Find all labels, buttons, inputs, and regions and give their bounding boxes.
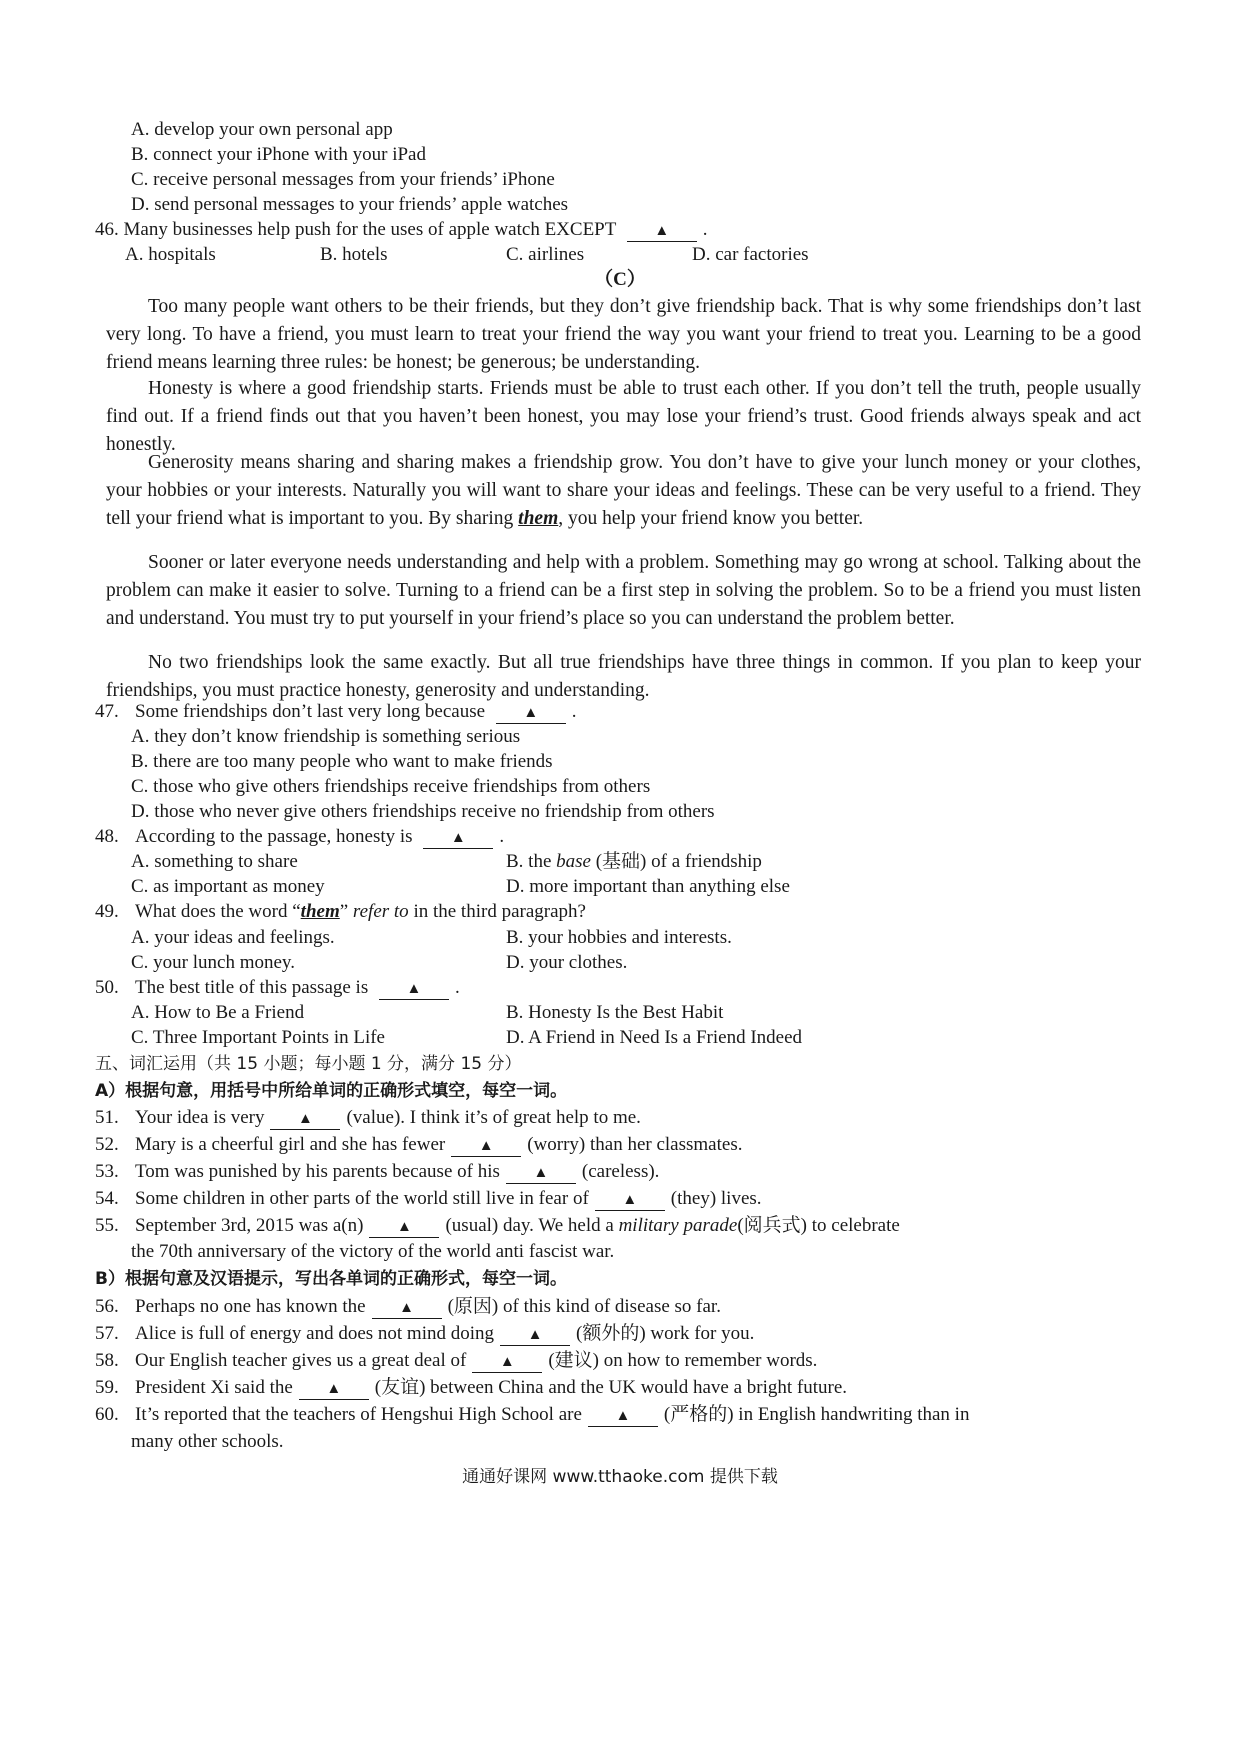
q49-option-c: C. your lunch money.	[131, 952, 295, 973]
q47-end: .	[571, 701, 577, 722]
q48-number: 48.	[95, 826, 119, 847]
q46-option-a: A. hospitals	[125, 244, 216, 265]
vocab-54-number: 54.	[95, 1188, 119, 1209]
vocab-55-number: 55.	[95, 1215, 119, 1236]
q45-option-d: D. send personal messages to your friends’ apple watches	[131, 194, 569, 215]
q49-stem	[95, 900, 586, 924]
vocab-57-number: 57.	[95, 1323, 119, 1344]
q45-option-c: C. receive personal messages from your friends’ iPhone	[131, 169, 555, 190]
vocab-51-pre: Your idea is very	[135, 1107, 265, 1128]
vocab-58-blank: ▲	[472, 1352, 542, 1373]
q47-stem	[95, 700, 577, 724]
q46-stem	[95, 218, 708, 242]
q45-option-b: B. connect your iPhone with your iPad	[131, 144, 426, 165]
q50-option-a: A. How to Be a Friend	[131, 1002, 305, 1023]
vocab-59-post: (友谊) between China and the UK would have a bright future.	[374, 1377, 848, 1398]
vocab-60-continuation: many other schools.	[131, 1431, 284, 1452]
vocab-55-pre: September 3rd, 2015 was a(n)	[135, 1215, 364, 1236]
vocab-58-number: 58.	[95, 1350, 119, 1371]
vocab-item-55	[95, 1214, 900, 1238]
q47-option-a: A. they don’t know friendship is something serious	[131, 726, 521, 747]
vocab-item-54	[95, 1187, 762, 1211]
vocab-51-blank: ▲	[270, 1109, 340, 1130]
vocab-60-post: (严格的) in English handwriting than in	[663, 1404, 970, 1425]
q48-option-b-italic: base	[556, 851, 591, 872]
vocab-item-52	[95, 1133, 742, 1157]
section-5-part-a-instruction: A）根据句意，用括号中所给单词的正确形式填空，每空一词。	[95, 1081, 568, 1101]
q49-option-d: D. your clothes.	[506, 952, 628, 973]
q48-option-b-pre: B. the	[506, 851, 557, 872]
vocab-55-post-a: (usual) day. We held a	[445, 1215, 619, 1236]
vocab-53-blank: ▲	[506, 1163, 576, 1184]
vocab-item-59	[95, 1376, 847, 1400]
vocab-item-53	[95, 1160, 659, 1184]
vocab-51-number: 51.	[95, 1107, 119, 1128]
q49-text-pre: What does the word “	[135, 901, 301, 922]
q47-option-c: C. those who give others friendships receive friendships from others	[131, 776, 651, 797]
q50-option-b: B. Honesty Is the Best Habit	[506, 1002, 724, 1023]
q48-option-b	[506, 850, 762, 874]
vocab-item-56	[95, 1295, 721, 1319]
passage-paragraph-5: No two friendships look the same exactly. But all true friendships have three things in common. If you plan to keep your friendships, you must practice honesty, generosity and understanding.	[106, 652, 1141, 702]
vocab-51-post: (value). I think it’s of great help to me.	[346, 1107, 641, 1128]
paragraph-3-text-a: Generosity means sharing and sharing makes a friendship grow. You don’t have to give your lunch money or your clothes, your hobbies or your interests. Naturally you will want to share your ideas and feelings. These can be very useful to a friend. They tell your friend what is important to you. By sharing	[106, 452, 1141, 530]
q45-option-a: A. develop your own personal app	[131, 119, 393, 140]
page-footer: 通通好课网 www.tthaoke.com 提供下载	[462, 1467, 778, 1487]
passage-paragraph-4: Sooner or later everyone needs understanding and help with a problem. Something may go wrong at school. Talking about the problem can make it easier to solve. Turning to a friend can be a first step in solving the problem. So to be a friend you must listen and understand. You must try to put yourself in your friend’s place so you can understand the problem better.	[106, 552, 1141, 630]
q46-text: Many businesses help push for the uses of apple watch EXCEPT	[123, 219, 617, 240]
vocab-item-51	[95, 1106, 641, 1130]
vocab-55-continuation: the 70th anniversary of the victory of the world anti fascist war.	[131, 1241, 615, 1262]
vocab-52-blank: ▲	[451, 1136, 521, 1157]
vocab-item-58	[95, 1349, 817, 1373]
vocab-56-number: 56.	[95, 1296, 119, 1317]
vocab-52-pre: Mary is a cheerful girl and she has fewer	[135, 1134, 446, 1155]
q47-blank: ▲	[496, 703, 566, 724]
vocab-57-post: (额外的) work for you.	[576, 1323, 755, 1344]
q49-number: 49.	[95, 901, 119, 922]
vocab-54-post: (they) lives.	[670, 1188, 762, 1209]
vocab-55-blank: ▲	[369, 1217, 439, 1238]
q49-option-b: B. your hobbies and interests.	[506, 927, 732, 948]
q50-option-c: C. Three Important Points in Life	[131, 1027, 385, 1048]
vocab-53-number: 53.	[95, 1161, 119, 1182]
vocab-58-post: (建议) on how to remember words.	[548, 1350, 818, 1371]
q46-blank: ▲	[627, 221, 697, 242]
q49-text-mid: ”	[339, 901, 353, 922]
vocab-55-post-b: (阅兵式) to celebrate	[737, 1215, 900, 1236]
q50-option-d: D. A Friend in Need Is a Friend Indeed	[506, 1027, 803, 1048]
passage-paragraph-2: Honesty is where a good friendship starts. Friends must be able to trust each other. If you don’t tell the truth, people usually find out. If a friend finds out that you haven’t been honest, you may lose your friend’s trust. Good friends always speak and act honestly.	[106, 378, 1141, 456]
vocab-52-number: 52.	[95, 1134, 119, 1155]
q48-option-c: C. as important as money	[131, 876, 325, 897]
q46-option-d: D. car factories	[692, 244, 809, 265]
passage-paragraph-1: Too many people want others to be their friends, but they don’t give friendship back. That is why some friendships don’t last very long. To have a friend, you must learn to treat your friend the way you want your friend to treat you. Learning to be a good friend means learning three rules: be honest; be generous; be understanding.	[106, 296, 1141, 374]
vocab-59-number: 59.	[95, 1377, 119, 1398]
paragraph-3-keyword: them	[518, 508, 559, 530]
vocab-54-blank: ▲	[595, 1190, 665, 1211]
vocab-60-blank: ▲	[588, 1406, 658, 1427]
vocab-60-number: 60.	[95, 1404, 119, 1425]
vocab-56-pre: Perhaps no one has known the	[135, 1296, 366, 1317]
paragraph-3-text-b: , you help your friend know you better.	[558, 508, 864, 530]
vocab-59-pre: President Xi said the	[135, 1377, 293, 1398]
vocab-56-blank: ▲	[372, 1298, 442, 1319]
q49-text-italic: refer to	[352, 901, 409, 922]
vocab-54-pre: Some children in other parts of the world still live in fear of	[135, 1188, 589, 1209]
q50-stem	[95, 976, 460, 1000]
vocab-60-pre: It’s reported that the teachers of Hengshui High School are	[135, 1404, 582, 1425]
q47-option-b: B. there are too many people who want to make friends	[131, 751, 553, 772]
q48-option-a: A. something to share	[131, 851, 298, 872]
vocab-53-post: (careless).	[581, 1161, 660, 1182]
section-5-part-b-instruction: B）根据句意及汉语提示，写出各单词的正确形式，每空一词。	[95, 1269, 567, 1289]
q50-number: 50.	[95, 977, 119, 998]
q50-text: The best title of this passage is	[135, 977, 369, 998]
vocab-55-post-italic: military parade	[618, 1215, 738, 1236]
vocab-item-57	[95, 1322, 754, 1346]
q48-text: According to the passage, honesty is	[135, 826, 413, 847]
q46-number: 46.	[95, 219, 119, 240]
q50-end: .	[454, 977, 460, 998]
vocab-57-blank: ▲	[500, 1325, 570, 1346]
section-c-heading: （C）	[594, 269, 646, 290]
passage-paragraph-3	[106, 449, 1141, 534]
q48-option-d: D. more important than anything else	[506, 876, 790, 897]
q47-number: 47.	[95, 701, 119, 722]
q48-end: .	[499, 826, 505, 847]
vocab-52-post: (worry) than her classmates.	[527, 1134, 743, 1155]
q50-blank: ▲	[379, 979, 449, 1000]
q49-option-a: A. your ideas and feelings.	[131, 927, 335, 948]
vocab-56-post: (原因) of this kind of disease so far.	[447, 1296, 721, 1317]
section-5-heading: 五、词汇运用（共 15 小题；每小题 1 分，满分 15 分）	[95, 1054, 522, 1074]
q47-text: Some friendships don’t last very long because	[135, 701, 486, 722]
vocab-53-pre: Tom was punished by his parents because of his	[135, 1161, 500, 1182]
q46-end: .	[702, 219, 708, 240]
vocab-58-pre: Our English teacher gives us a great deal of	[135, 1350, 467, 1371]
q47-option-d: D. those who never give others friendships receive no friendship from others	[131, 801, 715, 822]
q48-blank: ▲	[423, 828, 493, 849]
q49-text-post: in the third paragraph?	[408, 901, 586, 922]
q48-option-b-post: (基础) of a friendship	[590, 851, 762, 872]
q48-stem	[95, 825, 504, 849]
q46-option-b: B. hotels	[320, 244, 388, 265]
q49-keyword: them	[300, 901, 340, 922]
vocab-57-pre: Alice is full of energy and does not mind doing	[135, 1323, 495, 1344]
q46-option-c: C. airlines	[506, 244, 585, 265]
vocab-item-60	[95, 1403, 969, 1427]
vocab-59-blank: ▲	[299, 1379, 369, 1400]
